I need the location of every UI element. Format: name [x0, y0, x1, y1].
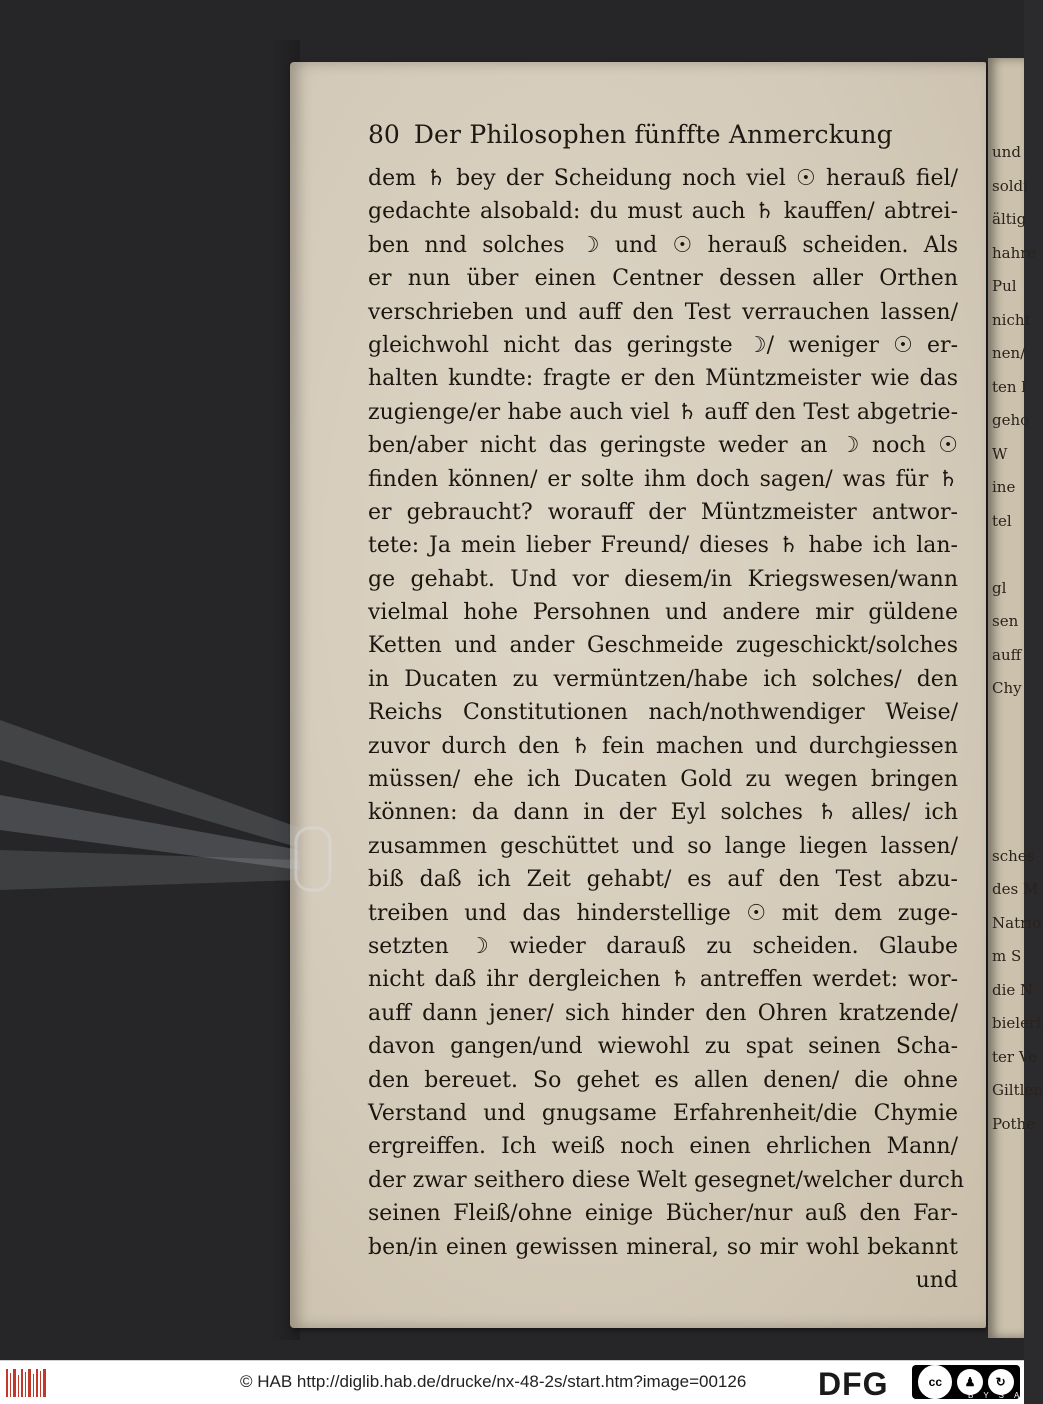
creative-commons-badge[interactable] [912, 1365, 1030, 1400]
adjacent-fragment: ter Ve [992, 1047, 1038, 1066]
adjacent-fragment [992, 739, 1024, 773]
adjacent-fragment: gl [992, 578, 1007, 597]
adjacent-page-edge [988, 58, 1043, 1338]
text-line: den bereuet. So gehet es allen denen/ die ohne [368, 1067, 958, 1093]
text-line: gedachte alsobald: du must auch ♄ kauffen/ abtrei- [368, 199, 958, 225]
adjacent-fragment [992, 806, 1024, 840]
running-title: Der Philosophen fünffte Anmerckung [413, 120, 893, 149]
text-line: setzten ☽ wieder darauß zu scheiden. Glaube [368, 933, 958, 959]
sa-icon: ↻ [988, 1369, 1014, 1395]
text-line: ben nnd solches ☽ und ☉ herauß scheiden. Als [368, 232, 958, 258]
adjacent-fragment: Chy [992, 679, 1022, 697]
text-line: seinen Fleiß/ohne einige Bücher/nur auß den Far- [368, 1201, 958, 1227]
barcode-icon [6, 1369, 48, 1397]
adjacent-fragment: nicht [992, 310, 1031, 329]
text-line: er nun über einen Centner dessen aller Orthen [368, 266, 958, 292]
text-line: Ketten und ander Geschmeide zugeschickt/solches [368, 633, 958, 659]
text-line: nicht daß ihr dergleichen ♄ antreffen werdet: wor- [368, 967, 958, 993]
text-line: treiben und das hinderstellige ☉ mit dem zuge- [368, 900, 958, 926]
catchword: und [915, 1267, 958, 1293]
adjacent-fragment: die N [992, 980, 1034, 999]
cc-icon: cc [918, 1365, 952, 1399]
page-number: 80 [368, 120, 400, 149]
text-line: der zwar seithero diese Welt gesegnet/welcher durch [368, 1167, 965, 1193]
text-line: zusammen geschüttet und so lange liegen lassen/ [368, 833, 958, 859]
adjacent-fragment: und [992, 143, 1021, 161]
text-line: ben/aber nicht das geringste weder an ☽ noch ☉ [368, 433, 958, 459]
text-line: ergreiffen. Ich weiß noch einen ehrlichen Mann/ [368, 1134, 958, 1160]
adjacent-page-text [988, 58, 1043, 1141]
text-line: in Ducaten zu vermüntzen/habe ich solches/ den [368, 666, 958, 692]
adjacent-fragment: m S [992, 947, 1022, 965]
adjacent-fragment: Pul [992, 277, 1017, 295]
text-line: verschrieben und auff den Test verrauchen lassen/ [368, 299, 958, 325]
dfg-logo: DFG [818, 1366, 889, 1402]
adjacent-fragment [992, 538, 1024, 572]
text-line: zugienge/er habe auch viel ♄ auff den Test abgetrie- [368, 399, 958, 425]
adjacent-fragment: Natrio [992, 913, 1042, 932]
adjacent-fragment: ine [992, 478, 1016, 496]
adjacent-fragment: W [992, 444, 1008, 463]
body-text [368, 162, 965, 1297]
adjacent-fragment: sches [992, 846, 1035, 865]
text-line: können: da dann in der Eyl solches ♄ alles/ ich [368, 800, 958, 826]
text-line: müssen/ ehe ich Ducaten Gold zu wegen bringen [368, 767, 958, 793]
adjacent-fragment: geho [992, 411, 1030, 429]
text-line: finden können/ er solte ihm doch sagen/ was für ♄ [368, 466, 958, 492]
adjacent-fragment: ältig [992, 210, 1027, 228]
adjacent-fragment: tel [992, 511, 1012, 530]
text-line: davon gangen/und wiewohl zu spat seinen Scha- [368, 1034, 958, 1060]
adjacent-fragment: auff [992, 645, 1022, 664]
text-line: ben/in einen gewissen mineral, so mir wohl bekannt [368, 1234, 958, 1260]
text-line: zuvor durch den ♄ fein machen und durchgiessen [368, 733, 958, 759]
adjacent-fragment: ten l [992, 377, 1027, 396]
adjacent-fragment: bielerl [992, 1014, 1041, 1032]
text-line: er gebraucht? worauff der Müntzmeister antwor- [368, 499, 958, 525]
adjacent-fragment: hahre [992, 243, 1037, 262]
text-line: Reichs Constitutionen nach/nothwendiger Weise/ [368, 700, 958, 726]
text-line: gleichwohl nicht das geringste ☽/ weniger ☉ er- [368, 332, 958, 358]
adjacent-fragment: des M [992, 880, 1039, 898]
adjacent-fragment [992, 706, 1024, 740]
text-line: Verstand und gnugsame Erfahrenheit/die Chymie [368, 1100, 958, 1126]
by-icon: ♟ [957, 1369, 983, 1395]
text-line: auff dann jener/ sich hinder den Ohren kratzende/ [368, 1000, 958, 1026]
text-line: ge gehabt. Und vor diesem/in Kriegswesen/wann [368, 566, 958, 592]
text-line: dem ♄ bey der Scheidung noch viel ☉ herauß fiel/ [368, 166, 958, 191]
adjacent-fragment [992, 773, 1024, 807]
adjacent-fragment: soldi [992, 176, 1028, 195]
adjacent-fragment: sen [992, 612, 1019, 630]
adjacent-fragment: nen/ [992, 344, 1026, 362]
cc-license-labels: BYSA [968, 1391, 1030, 1400]
page-header [368, 120, 958, 160]
text-line: halten kundte: fragte er den Müntzmeister wie das [368, 366, 958, 392]
text-line: vielmal hohe Persohnen und andere mir güldene [368, 600, 958, 626]
text-line: tete: Ja mein lieber Freund/ dieses ♄ habe ich lan- [368, 533, 958, 559]
adjacent-fragment: Giltlen [992, 1081, 1043, 1099]
copyright-link[interactable]: © HAB http://diglib.hab.de/drucke/nx-48-2s/start.htm?image=00126 [240, 1372, 747, 1391]
text-line: biß daß ich Zeit gehabt/ es auf den Test abzu- [368, 867, 958, 893]
adjacent-fragment: Pothe [992, 1114, 1036, 1133]
viewer-footer [0, 1360, 1030, 1404]
